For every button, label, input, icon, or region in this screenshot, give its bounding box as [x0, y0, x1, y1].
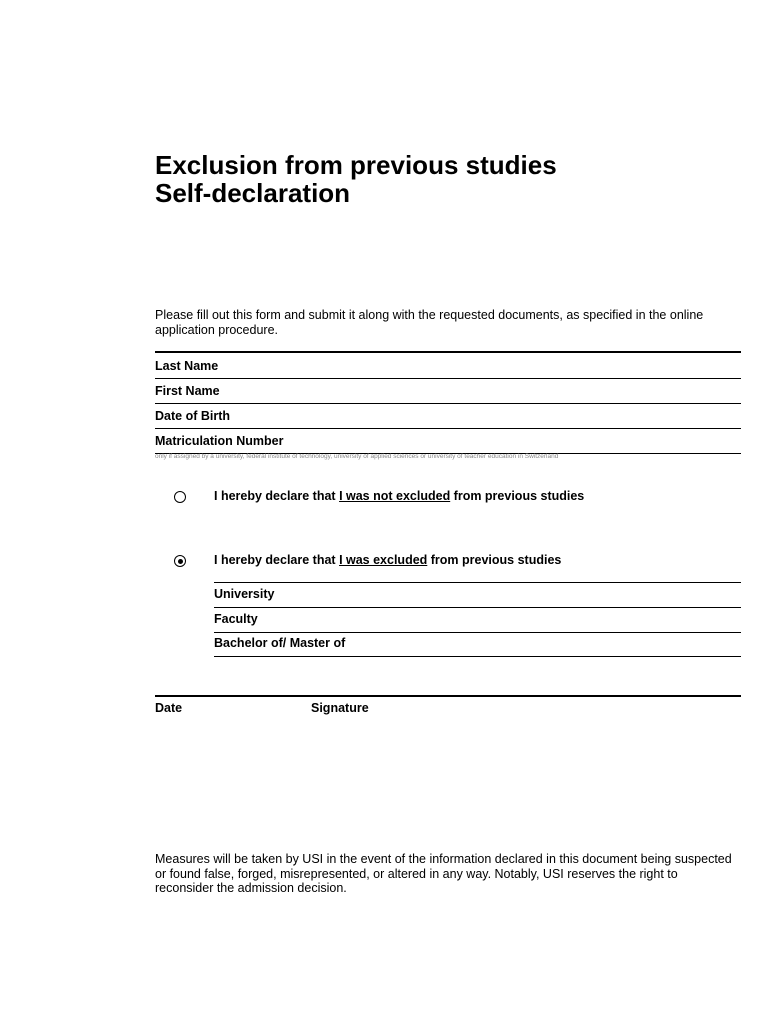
- degree-label: Bachelor of/ Master of: [214, 636, 346, 650]
- university-label: University: [214, 587, 275, 601]
- radio-selected-dot: [178, 559, 183, 564]
- faculty-field[interactable]: [214, 632, 741, 633]
- university-field[interactable]: [214, 607, 741, 608]
- signature-label: Signature: [311, 701, 369, 715]
- not-excluded-prefix: I hereby declare that: [214, 489, 340, 503]
- excluded-fields-top-rule: [214, 582, 741, 583]
- excluded-radio[interactable]: [174, 555, 186, 567]
- section-top-rule: [155, 351, 741, 353]
- date-of-birth-label: Date of Birth: [155, 409, 230, 423]
- first-name-label: First Name: [155, 384, 220, 398]
- matriculation-note: only if assigned by a university, federal institute of technology, university of applied sciences or university of teacher education in Switzerland: [155, 453, 559, 460]
- excluded-label[interactable]: [214, 553, 561, 568]
- last-name-field[interactable]: [155, 378, 741, 379]
- faculty-label: Faculty: [214, 612, 258, 626]
- excluded-emphasis: I was excluded: [339, 553, 428, 567]
- signature-top-rule: [155, 695, 741, 697]
- date-label: Date: [155, 701, 183, 715]
- page-title-line-2: Self-declaration: [155, 178, 351, 208]
- intro-text: Please fill out this form and submit it along with the requested documents, as specified in the online application procedure.: [155, 308, 704, 337]
- date-of-birth-field[interactable]: [155, 428, 741, 429]
- not-excluded-radio[interactable]: [174, 491, 186, 503]
- not-excluded-emphasis: I was not excluded: [339, 489, 451, 503]
- footer-note: Measures will be taken by USI in the event of the information declared in this document being suspected or found false, forged, misrepresented, or altered in any way. Notably, USI reserves the right to reconsider the admission decision.: [155, 852, 732, 895]
- matriculation-number-label: Matriculation Number: [155, 434, 284, 448]
- excluded-suffix: from previous studies: [427, 553, 562, 567]
- not-excluded-label[interactable]: [214, 489, 584, 504]
- not-excluded-suffix: from previous studies: [450, 489, 585, 503]
- page-title: [155, 151, 557, 207]
- last-name-label: Last Name: [155, 359, 219, 373]
- first-name-field[interactable]: [155, 403, 741, 404]
- page-title-line-1: Exclusion from previous studies: [155, 150, 557, 180]
- excluded-prefix: I hereby declare that: [214, 553, 340, 567]
- degree-field[interactable]: [214, 656, 741, 657]
